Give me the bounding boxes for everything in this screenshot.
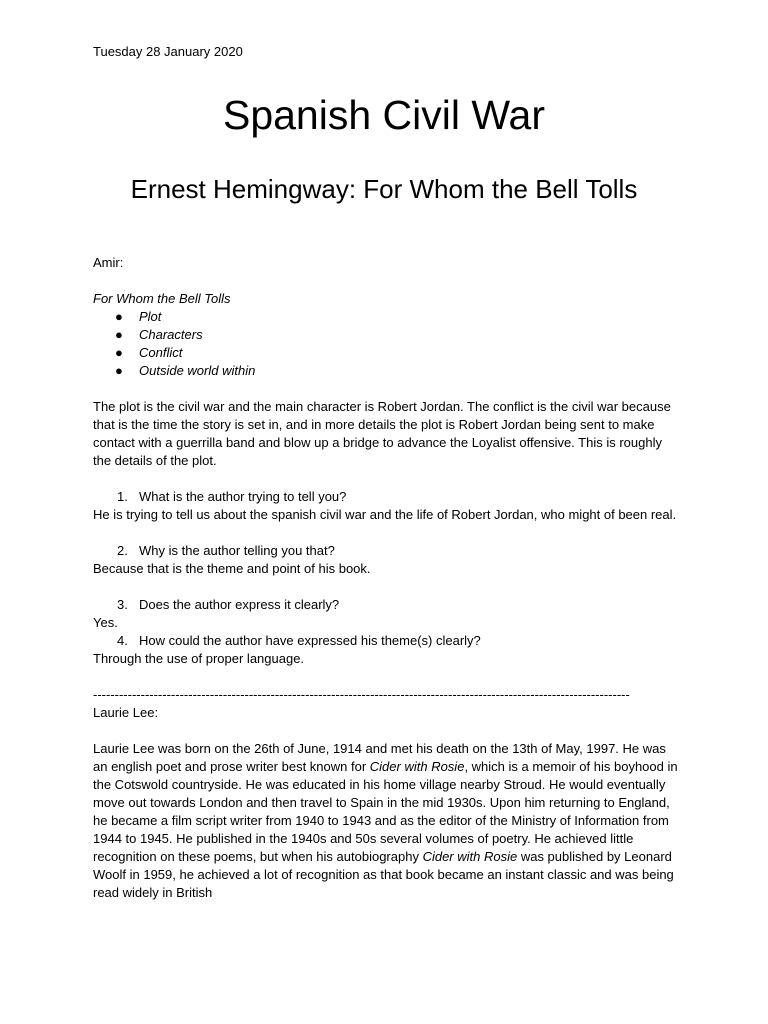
question-2: 2. Why is the author telling you that? [117,543,335,558]
answer-4: Through the use of proper language. [93,651,305,666]
laurie-paragraph: Laurie Lee was born on the 26th of June, 1914 and met his death on the 13th of May, 1997. He was an english poet and prose writer best known for Cider with Rosie, which is a memoir of his boyhood in the Cotswold countryside. He was educated in his home village nearby Stroud. He would eventually move out towards London and then travel to Spain in the mid 1930s. Upon him returning to England, he became a film script writer from 1940 to 1943 and as the editor of the Ministry of Information from 1944 to 1945. He published in the 1940s and 50s several volumes of poetry. He achieved little recognition on these poems, but when his autobiography Cider with Rosie was published by Leonard Woolf in 1959, he achieved a lot of recognition as that book became an instant classic and was being read widely in British [93,741,678,900]
answer-2: Because that is the theme and point of his book. [93,561,371,576]
bullet-icon: ● [115,345,123,360]
amir-heading: Amir: [93,255,124,270]
question-1: 1. What is the author trying to tell you? [117,489,347,504]
question-3: 3. Does the author express it clearly? [117,597,340,612]
bullet-icon: ● [115,363,123,378]
question-4: 4. How could the author have expressed his theme(s) clearly? [117,633,481,648]
list-item: ● Plot [115,309,162,324]
list-item: ● Conflict [115,345,183,360]
section-divider: ---------------------------------------------------------------------------------------------------------------------------- [93,687,630,702]
bullet-icon: ● [115,327,123,342]
answer-1: He is trying to tell us about the spanish civil war and the life of Robert Jordan, who might of been real. [93,507,677,522]
book-title: For Whom the Bell Tolls [93,291,231,306]
document-subtitle: Ernest Hemingway: For Whom the Bell Tolls [130,174,638,204]
document-title: Spanish Civil War [222,92,545,138]
bullet-icon: ● [115,309,123,324]
plot-paragraph: The plot is the civil war and the main character is Robert Jordan. The conflict is the civil war because that is the time the story is set in, and in more details the plot is Robert Jordan being sent to make contact with a guerrilla band and blow up a bridge to advance the Loyalist offensive. This is roughly the details of the plot. [93,399,671,468]
list-item: ● Characters [115,327,203,342]
laurie-heading: Laurie Lee: [93,705,159,720]
list-item: ● Outside world within [115,363,256,378]
document-body [93,254,683,902]
document-date: Tuesday 28 January 2020 [93,44,243,59]
topic-list [93,308,683,380]
answer-3: Yes. [93,615,118,630]
